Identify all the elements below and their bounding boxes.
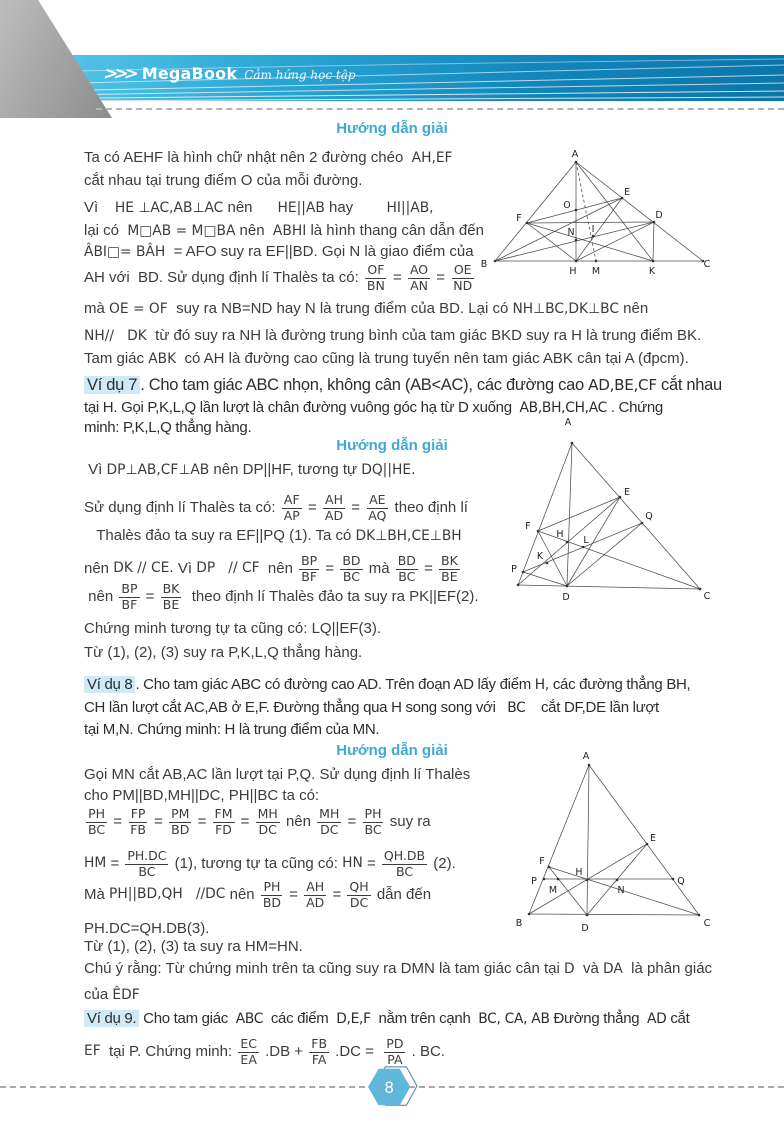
diagram-point-label: D (581, 923, 589, 934)
diagram-point (528, 913, 531, 916)
example-statement: tại M,N. Chứng minh: H là trung điểm của MN. (84, 721, 380, 738)
diagram-point-label: E (623, 487, 631, 498)
text-line: Gọi MN cắt AB,AC lần lượt tại P,Q. Sử dụng định lí Thalès (84, 766, 471, 783)
diagram-edge (529, 914, 699, 915)
diagram-edge (527, 222, 654, 223)
diagram-point-label: Q (677, 876, 685, 887)
example-statement: Ví dụ 8 . Cho tam giác ABC có đường cao AD. Trên đoạn AD lấy điểm H, các đường thẳng BH, (84, 676, 690, 695)
text-line: mà OE = OF suy ra NB=ND hay N là trung điểm của BD. Lại có NH⊥BC,DK⊥BC nên (84, 300, 649, 317)
logo-tagline: Cảm hứng học tập (244, 68, 356, 82)
example-label-highlight: Ví dụ 7 (84, 376, 140, 394)
diagram-point (646, 843, 649, 846)
example-statement: CH lần lượt cắt AC,AB ở E,F. Đường thẳng qua H song song với BC cắt DF,DE lần lượt (84, 699, 659, 716)
example-statement: Ví dụ 9. Cho tam giác ABC các điểm D,E,F nằm trên cạnh BC, CA, AB Đường thẳng AD cắt (84, 1010, 689, 1029)
diagram-point-label: B (480, 259, 488, 270)
diagram-point (699, 588, 702, 591)
diagram-point (653, 221, 656, 224)
diagram-point (619, 496, 622, 499)
fraction: $\frac{MH}{DC}$ (257, 805, 278, 837)
diagram-point-label: L (583, 535, 589, 546)
text-line: của ÊDF (84, 986, 140, 1003)
diagram-point (546, 562, 549, 565)
text-line: AH với BD. Sử dụng định lí Thalès ta có: $\frac{OF}{BN}$ = $\frac{AO}{AN}$ = $\frac{OE}{ND}$ (84, 261, 473, 293)
diagram-point (557, 878, 560, 881)
fraction: $\frac{AH}{AD}$ (306, 878, 325, 910)
diagram-point-label: E (649, 833, 657, 844)
diagram-point-label: H (575, 867, 583, 878)
text-line: NH// DK từ đó suy ra NH là đường trung bình của tam giác BKD suy ra H là trung điểm BK. (84, 327, 702, 344)
diagram-point (586, 879, 589, 882)
top-dashed-divider (96, 108, 784, 110)
fraction: $\frac{QH.DB}{BC}$ (383, 847, 426, 879)
section-heading: Hướng dẫn giải (336, 437, 448, 454)
page-number-hexagon (358, 1063, 428, 1111)
diagram-point (566, 585, 569, 588)
fraction: $\frac{BP}{BF}$ (121, 580, 138, 612)
fraction: $\frac{BP}{BF}$ (301, 552, 318, 584)
diagram-point-label: K (648, 266, 656, 277)
diagram-point (592, 235, 595, 238)
text-line: Từ (1), (2), (3) suy ra P,K,L,Q thẳng hàng. (84, 644, 363, 661)
diagram-edge (589, 765, 699, 915)
example-statement: minh: P,K,L,Q thẳng hàng. (84, 419, 252, 436)
diagram-point (517, 584, 520, 587)
diagram-point-label: Q (645, 511, 653, 522)
example-label-highlight: Ví dụ 9. (84, 1010, 139, 1027)
diagram-point (571, 442, 574, 445)
diagram-point-label: F (516, 213, 522, 224)
header-banner (0, 55, 784, 101)
text-line: cho PM||BD,MH||DC, PH||BC ta có: (84, 787, 320, 804)
fraction: $\frac{BK}{BE}$ (441, 552, 458, 584)
diagram-edge (567, 443, 572, 586)
text-line: cắt nhau tại trung điểm O của mỗi đường. (84, 172, 363, 189)
text-line: ÂBI□= BÂH = AFO suy ra EF||BD. Gọi N là giao điểm của (84, 243, 474, 260)
diagram-point (698, 914, 701, 917)
triangle-diagram-2 (495, 415, 720, 610)
diagram-point-label: M (591, 266, 601, 277)
fraction: $\frac{FB}{FA}$ (311, 1035, 328, 1067)
text-line: nên $\frac{BP}{BF}$ = $\frac{BK}{BE}$ theo định lí Thalès đảo ta suy ra PK||EF(2). (84, 580, 479, 612)
diagram-point (522, 571, 525, 574)
diagram-point-label: C (703, 259, 711, 270)
fraction: $\frac{BD}{BC}$ (342, 552, 361, 584)
fraction: $\frac{AE}{AQ}$ (368, 491, 387, 523)
diagram-point (672, 878, 675, 881)
diagram-point-label: I (591, 224, 595, 235)
text-line: PH.DC=QH.DB(3). (84, 920, 210, 937)
diagram-point-label: H (556, 529, 564, 540)
fraction: $\frac{OF}{BN}$ (366, 261, 385, 293)
fraction: $\frac{QH}{DC}$ (349, 878, 369, 910)
fraction: $\frac{FM}{FD}$ (214, 805, 233, 837)
diagram-point-label: F (539, 856, 545, 867)
diagram-point (537, 530, 540, 533)
fraction: $\frac{OE}{ND}$ (453, 261, 473, 293)
diagram-edge (518, 443, 572, 585)
section-heading: Hướng dẫn giải (336, 120, 448, 137)
diagram-point-label: E (623, 187, 631, 198)
fraction: $\frac{EC}{EA}$ (240, 1035, 257, 1067)
diagram-point-label: C (703, 918, 711, 929)
diagram-edge (587, 765, 589, 915)
diagram-edge (576, 162, 653, 261)
diagram-point-label: O (563, 200, 571, 211)
diagram-point (616, 879, 619, 882)
fraction: $\frac{PH.DC}{BC}$ (127, 847, 167, 879)
diagram-point (621, 197, 624, 200)
diagram-point-label: H (569, 266, 577, 277)
diagram-point (586, 914, 589, 917)
example-statement: Ví dụ 7 . Cho tam giác ABC nhọn, không cân (AB<AC), các đường cao AD,BE,CF cắt nhau (84, 375, 722, 396)
logo-text: MegaBook (141, 64, 238, 83)
text-line: $\frac{PH}{BC}$ = $\frac{FP}{FB}$ = $\frac{PM}{BD}$ = $\frac{FM}{FD}$ = $\frac{MH}{DC}$ nên $\frac{MH}{DC}$ = $\frac{PH}{BC}$ suy ra (88, 805, 431, 837)
diagram-edge (495, 198, 622, 261)
text-line: Vì HE ⊥AC,AB⊥AC nên HE||AB hay HI||AB, (84, 199, 434, 216)
page-number: 8 (384, 1078, 394, 1097)
diagram-point-label: C (703, 591, 711, 602)
example-label-highlight: Ví dụ 8 (84, 676, 135, 693)
diagram-point (575, 239, 578, 242)
fraction: $\frac{MH}{DC}$ (319, 805, 340, 837)
diagram-point (526, 222, 529, 225)
diagram-point-label: K (536, 551, 544, 562)
triangle-diagram-3 (505, 745, 715, 935)
diagram-point-label: A (582, 751, 590, 762)
diagram-point (652, 260, 655, 263)
diagram-point (543, 878, 546, 881)
example-statement: tại H. Gọi P,K,L,Q lần lượt là chân đường vuông góc hạ từ D xuống AB,BH,CH,AC . Chứng (84, 399, 663, 416)
diagram-point-label: M (548, 885, 558, 896)
diagram-point (494, 260, 497, 263)
diagram-edge (527, 223, 653, 261)
diagram-point (575, 209, 578, 212)
text-line: Tam giác ABK có AH là đường cao cũng là trung tuyến nên tam giác ABK cân tại A (đpcm). (84, 350, 689, 367)
text-line: Chú ý rằng: Từ chứng minh trên ta cũng suy ra DMN là tam giác cân tại D và DA là phân giác (84, 960, 713, 977)
diagram-point (595, 260, 598, 263)
triangle-diagram-1 (478, 145, 718, 280)
fraction: $\frac{AO}{AN}$ (409, 261, 429, 293)
diagram-point-label: B (515, 918, 523, 929)
diagram-point-label: A (564, 417, 572, 428)
diagram-edge (653, 222, 654, 261)
diagram-point-label: N (617, 885, 625, 896)
diagram-point (548, 866, 551, 869)
text-line: Ta có AEHF là hình chữ nhật nên 2 đường chéo AH,EF (84, 149, 453, 166)
text-line: Chứng minh tương tự ta cũng có: LQ||EF(3). (84, 620, 382, 637)
text-line: lại có M□AB = M□BA nên ABHI là hình thang cân dẫn đến (84, 222, 484, 239)
fraction: $\frac{PH}{BC}$ (364, 805, 382, 837)
fraction: $\frac{FP}{FB}$ (130, 805, 146, 837)
diagram-edge (518, 497, 620, 585)
section-heading: Hướng dẫn giải (336, 742, 448, 759)
diagram-point (641, 522, 644, 525)
text-line: Sử dụng định lí Thalès ta có: $\frac{AF}{AP}$ = $\frac{AH}{AD}$ = $\frac{AE}{AQ}$ theo định lí (84, 491, 468, 523)
text-line: HM = $\frac{PH.DC}{BC}$ (1), tương tự ta cũng có: HN = $\frac{QH.DB}{BC}$ (2). (84, 847, 456, 879)
diagram-point-label: D (562, 592, 570, 603)
diagram-edge (572, 443, 700, 589)
diagram-edge (495, 162, 576, 261)
diagram-point (566, 541, 569, 544)
text-line: nên DK // CE. Vì DP // CF nên $\frac{BP}{BF}$ = $\frac{BD}{BC}$ mà $\frac{BD}{BC}$ = $\frac{BK}{BE}$ (84, 552, 458, 584)
diagram-point (575, 161, 578, 164)
fraction: $\frac{AF}{AP}$ (283, 491, 300, 523)
fraction: $\frac{PM}{BD}$ (171, 805, 190, 837)
fraction: $\frac{PH}{BD}$ (262, 878, 282, 910)
diagram-point-label: F (525, 521, 531, 532)
fraction: $\frac{BK}{BE}$ (162, 580, 180, 612)
diagram-point-label: P (511, 564, 517, 575)
fraction: $\frac{BD}{BC}$ (397, 552, 416, 584)
example-statement: EF tại P. Chứng minh: $\frac{EC}{EA}$ .DB + $\frac{FB}{FA}$ .DC = $\frac{PD}{PA}$ . BC. (84, 1035, 445, 1067)
diagram-edge (567, 523, 642, 586)
diagram-edge (518, 585, 700, 589)
diagram-edge (576, 198, 622, 261)
text-line: Vì DP⊥AB,CF⊥AB nên DP||HF, tương tự DQ||HE. (84, 461, 416, 478)
diagram-edge (527, 198, 622, 223)
text-line: Từ (1), (2), (3) ta suy ra HM=HN. (84, 938, 303, 955)
megabook-logo (101, 64, 356, 84)
fraction: $\frac{PD}{PA}$ (386, 1035, 404, 1067)
fraction: $\frac{AH}{AD}$ (324, 491, 344, 523)
text-line: Mà PH||BD,QH //DC nên $\frac{PH}{BD}$ = $\frac{AH}{AD}$ = $\frac{QH}{DC}$ dẫn đến (84, 878, 432, 910)
fraction: $\frac{PH}{BC}$ (88, 805, 106, 837)
diagram-point-label: D (655, 210, 663, 221)
diagram-point (582, 546, 585, 549)
diagram-edge (529, 765, 589, 914)
text-line: Thalès đảo ta suy ra EF||PQ (1). Ta có DK⊥BH,CE⊥BH (84, 527, 462, 544)
diagram-point (588, 764, 591, 767)
diagram-edge (576, 162, 596, 261)
diagram-point-label: A (571, 149, 579, 160)
diagram-point-label: N (567, 227, 575, 238)
diagram-point-label: P (531, 876, 537, 887)
diagram-point (575, 260, 578, 263)
diagram-edge (538, 497, 620, 531)
logo-chevrons-icon: >>> (101, 64, 137, 84)
diagram-edge (567, 497, 620, 586)
